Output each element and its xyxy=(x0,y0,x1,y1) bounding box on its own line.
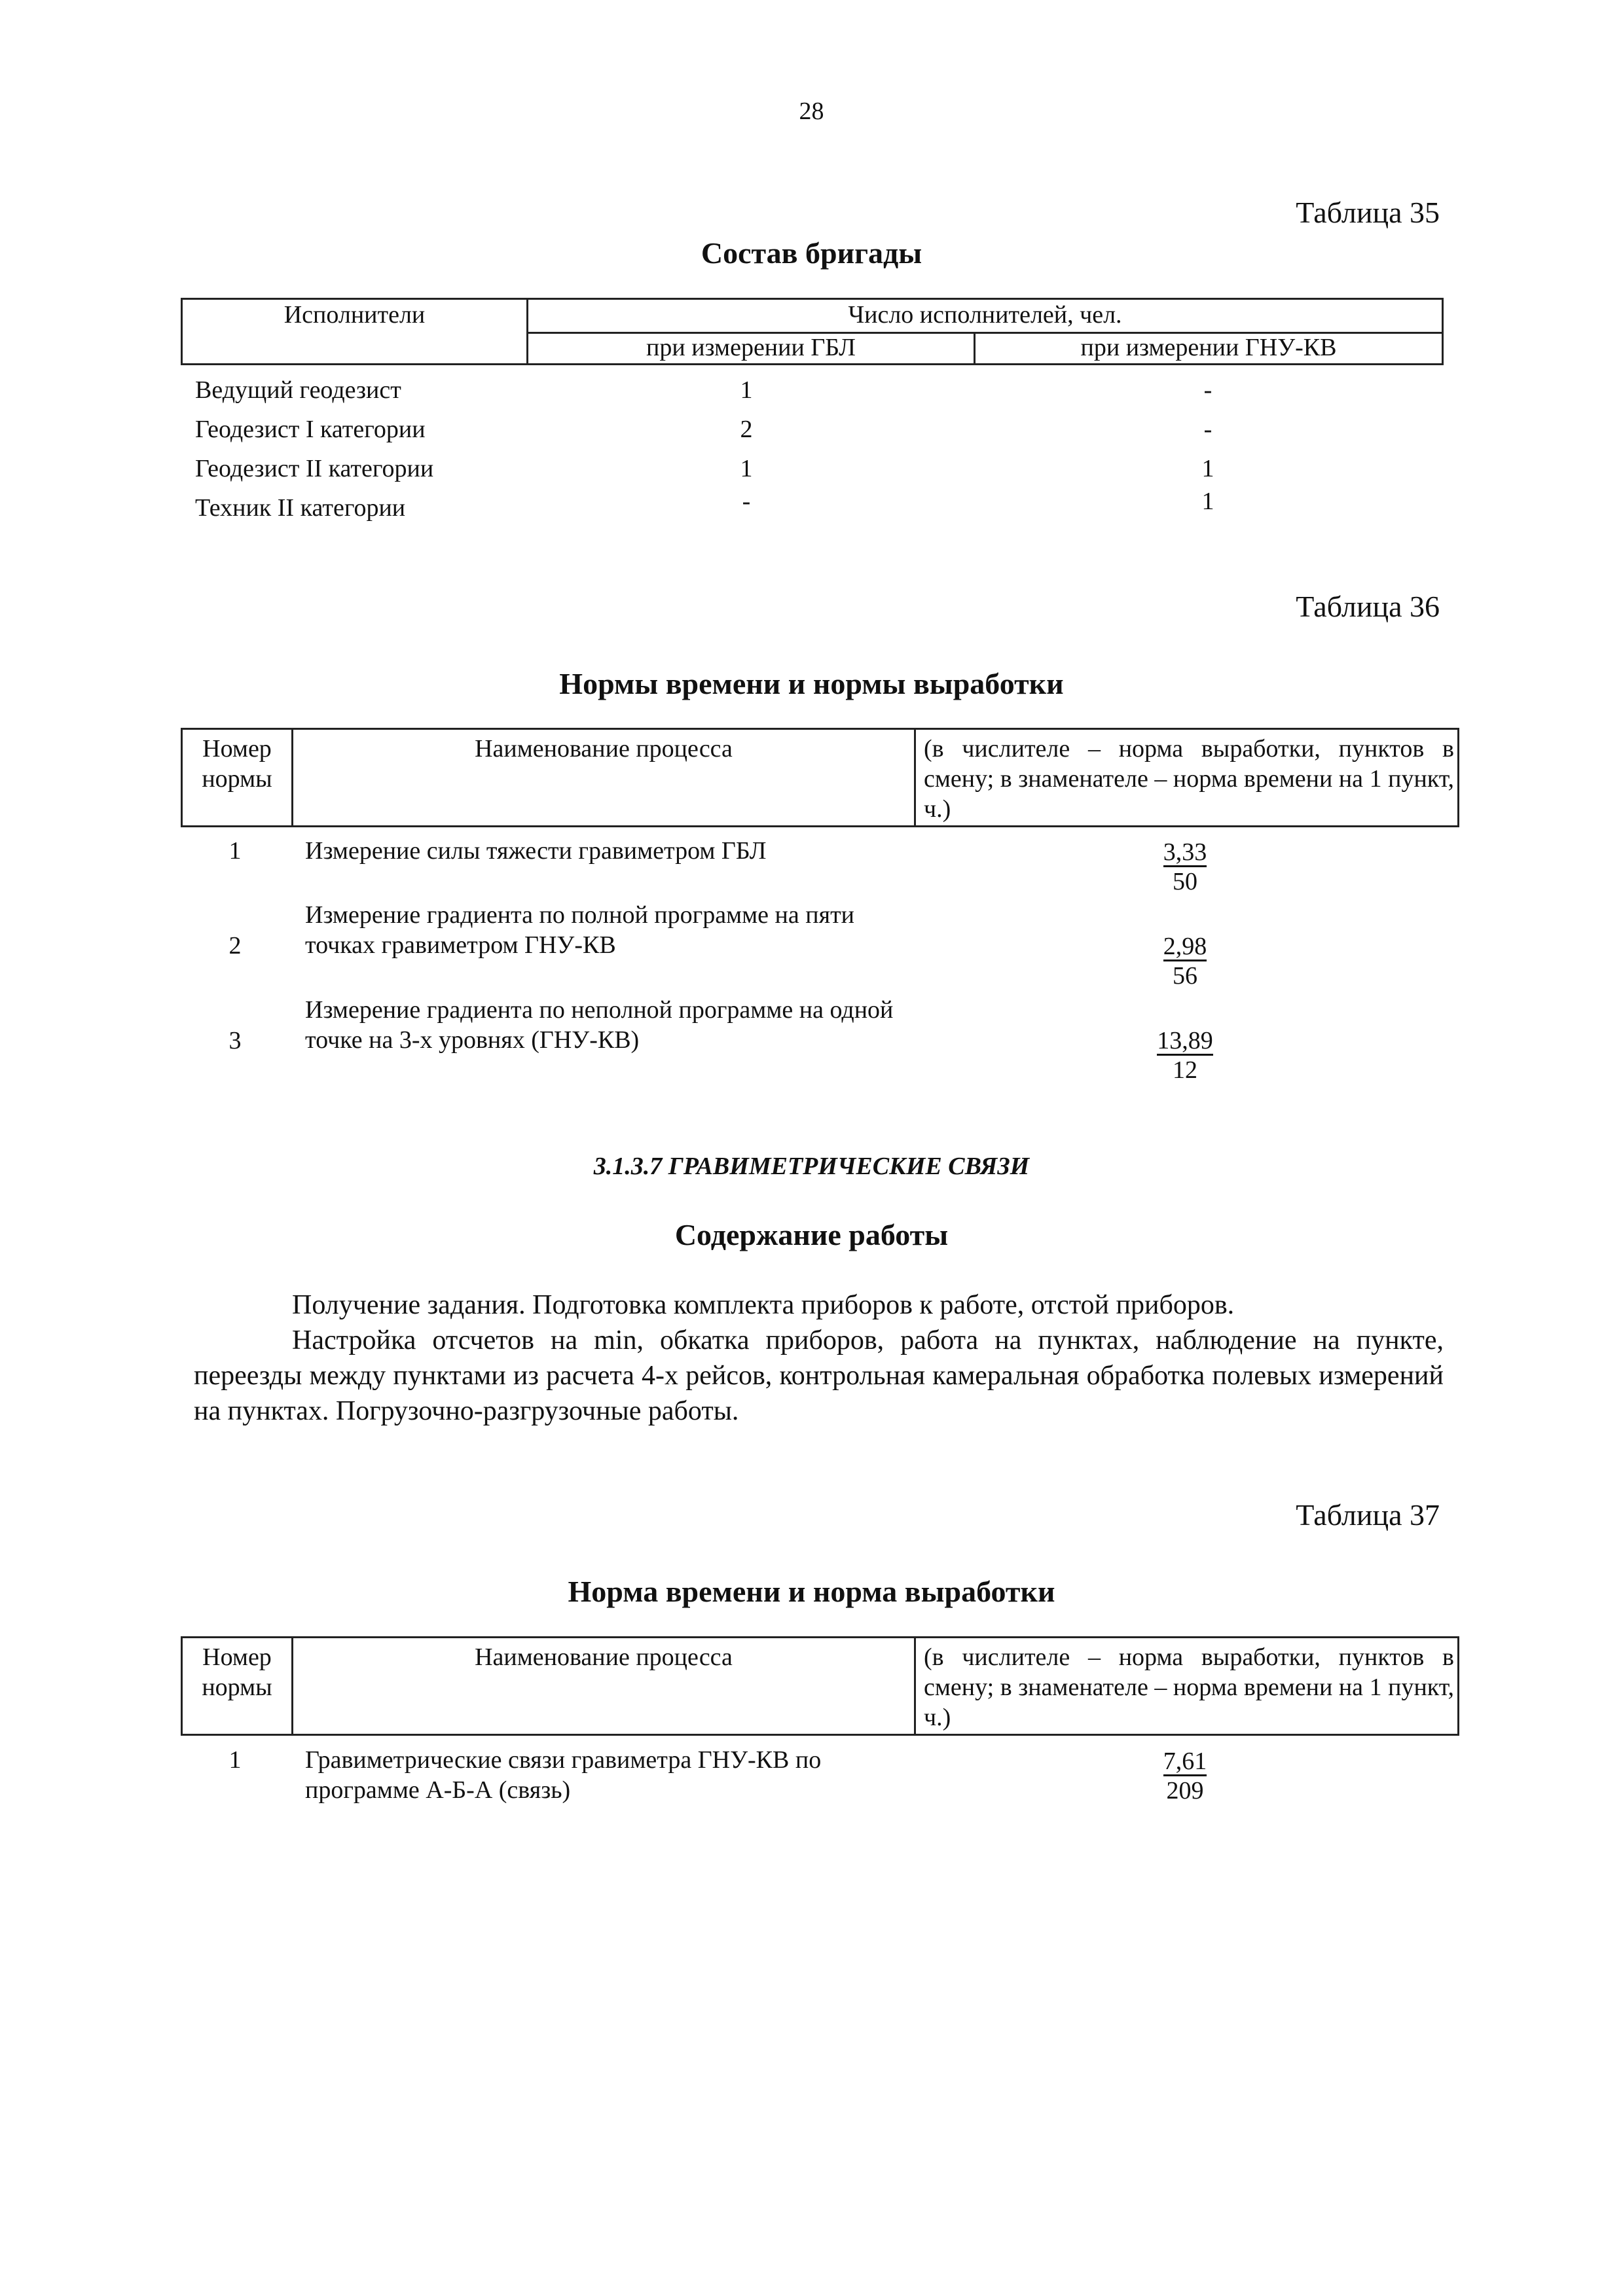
table35-col-group: Число исполнителей, чел. xyxy=(848,301,1122,329)
table35-col-gbl: при измерении ГБЛ xyxy=(646,334,856,361)
table36-row-num: 2 xyxy=(228,932,242,960)
fraction-numerator: 2,98 xyxy=(1163,933,1207,960)
table35-col-gnu: при измерении ГНУ-КВ xyxy=(1080,334,1337,361)
table35-row-gbl: 1 xyxy=(740,455,753,482)
table35-row-gnu: 1 xyxy=(1201,455,1214,482)
paragraph-1: Получение задания. Подготовка комплекта приборов к работе, отстой приборов. xyxy=(292,1290,1235,1320)
table37-col-norm: (в числителе – норма выработки, пунктов в смену; в знаменателе – норма времени на 1 пункт, ч.) xyxy=(924,1643,1454,1731)
table36-col-number: Номер нормы xyxy=(202,735,272,793)
table37-label: Таблица 37 xyxy=(1296,1498,1440,1532)
table36-row-num: 1 xyxy=(228,837,242,865)
table37-header xyxy=(181,1636,1459,1736)
table37-col-process: Наименование процесса xyxy=(475,1643,733,1671)
table35-row-gnu: 1 xyxy=(1201,488,1214,515)
table36-header xyxy=(181,728,1459,827)
table36-row-fraction xyxy=(1120,837,1250,896)
table35-row-gbl: 2 xyxy=(740,416,753,443)
table35-title: Состав бригады xyxy=(701,236,922,270)
table36-label: Таблица 36 xyxy=(1296,590,1440,623)
table37-title: Норма времени и норма выработки xyxy=(568,1575,1055,1608)
table37-col-number: Номер нормы xyxy=(202,1643,272,1701)
table36-row-process: Измерение градиента по неполной программе на одной точке на 3-х уровнях (ГНУ-КВ) xyxy=(305,996,894,1054)
table35-header xyxy=(181,298,1444,365)
fraction-numerator: 7,61 xyxy=(1163,1748,1207,1775)
table35-row-gnu: - xyxy=(1203,416,1213,443)
table35-row-name: Геодезист I категории xyxy=(195,416,426,443)
table36-title: Нормы времени и нормы выработки xyxy=(559,667,1064,700)
table35-col-executors: Исполнители xyxy=(283,301,426,329)
table36-row-fraction xyxy=(1120,931,1250,990)
table35-row-name: Техник II категории xyxy=(195,494,406,522)
table35-row-gbl: 1 xyxy=(740,376,753,404)
table36-row-process: Измерение силы тяжести гравиметром ГБЛ xyxy=(305,837,767,865)
table36-row-fraction xyxy=(1120,1026,1250,1085)
content-title: Содержание работы xyxy=(674,1218,949,1251)
fraction-denominator: 50 xyxy=(1173,868,1197,895)
table35-row-gbl: - xyxy=(742,488,751,515)
table36-row-process: Измерение градиента по полной программе на пяти точках гравиметром ГНУ-КВ xyxy=(305,901,855,959)
table35-label: Таблица 35 xyxy=(1296,196,1440,229)
table37-row-process: Гравиметрические связи гравиметра ГНУ-КВ по программе А-Б-А (связь) xyxy=(305,1746,822,1804)
fraction-denominator: 209 xyxy=(1166,1777,1204,1804)
section-heading: 3.1.3.7 ГРАВИМЕТРИЧЕСКИЕ СВЯЗИ xyxy=(593,1153,1030,1180)
table36-col-norm: (в числителе – норма выработки, пунктов в смену; в знаменателе – норма времени на 1 пункт, ч.) xyxy=(924,735,1454,823)
table36-row-num: 3 xyxy=(228,1027,242,1054)
table35-row-name: Ведущий геодезист xyxy=(195,376,401,404)
table37-row-fraction xyxy=(1120,1746,1250,1805)
table35-row-name: Геодезист II категории xyxy=(195,455,434,482)
table35-row-gnu: - xyxy=(1203,376,1213,404)
fraction-numerator: 3,33 xyxy=(1163,838,1207,866)
table36-col-process: Наименование процесса xyxy=(475,735,733,762)
fraction-numerator: 13,89 xyxy=(1157,1027,1213,1054)
paragraph-2: Настройка отсчетов на min, обкатка приборов, работа на пунктах, наблюдение на пункте, переезды между пунктами из расчета 4-х рейсов, контрольная камеральная обработка полевых измерений на пунктах. Погрузочно-разгрузочные работы. xyxy=(194,1325,1444,1426)
fraction-denominator: 12 xyxy=(1173,1056,1197,1084)
fraction-denominator: 56 xyxy=(1173,962,1197,990)
page-number: 28 xyxy=(799,98,824,125)
table37-row-num: 1 xyxy=(228,1746,242,1774)
